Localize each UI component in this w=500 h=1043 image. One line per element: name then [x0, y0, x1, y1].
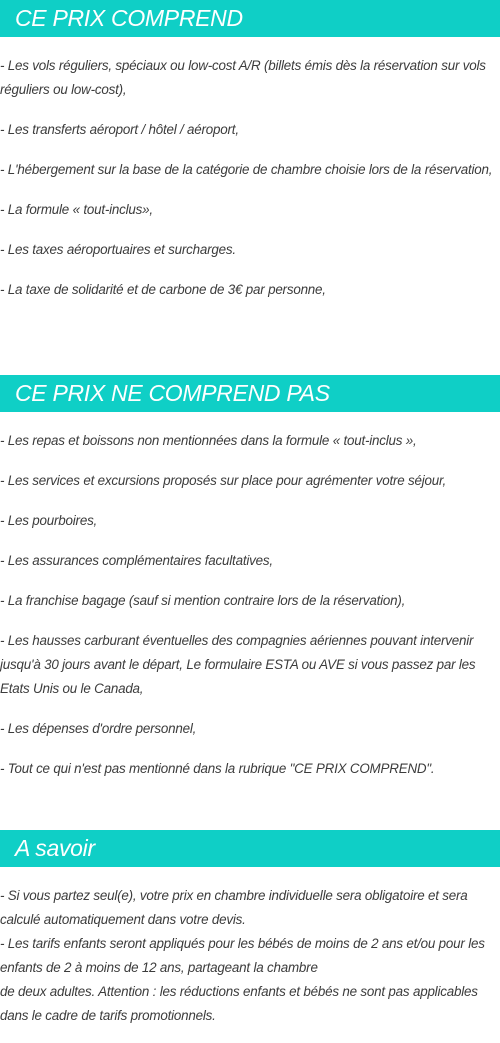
section-price-includes: [0, 0, 500, 297]
section-header-excludes: CE PRIX NE COMPREND PAS: [0, 375, 500, 412]
list-item: - Les repas et boissons non mentionnées dans la formule « tout-inclus »,: [0, 433, 417, 448]
good-to-know-list: [0, 884, 500, 1028]
list-item: - La franchise bagage (sauf si mention contraire lors de la réservation),: [0, 593, 406, 608]
includes-list: [0, 54, 500, 318]
list-item: - Si vous partez seul(e), votre prix en chambre individuelle sera obligatoire et sera calculé automatiquement dans votre devis.: [0, 888, 468, 927]
list-item: de deux adultes. Attention : les réductions enfants et bébés ne sont pas applicables dans le cadre de tarifs promotionnels.: [0, 984, 478, 1023]
list-item: - Tout ce qui n'est pas mentionné dans la rubrique "CE PRIX COMPREND".: [0, 761, 435, 776]
list-item: - Les dépenses d'ordre personnel,: [0, 721, 197, 736]
list-item: - Les vols réguliers, spéciaux ou low-cost A/R (billets émis dès la réservation sur vols réguliers ou low-cost),: [0, 58, 486, 97]
list-item: - Les assurances complémentaires facultatives,: [0, 553, 273, 568]
list-item: - Les taxes aéroportuaires et surcharges.: [0, 242, 236, 257]
section-price-excludes: [0, 375, 500, 776]
section-header-includes: CE PRIX COMPREND: [0, 0, 500, 37]
list-item: - Les hausses carburant éventuelles des compagnies aériennes pouvant intervenir jusqu'à 30 jours avant le départ, Le formulaire ESTA ou AVE si vous passez par les Etats Unis ou le Canada,: [0, 633, 476, 696]
list-item: - L'hébergement sur la base de la catégorie de chambre choisie lors de la réservation,: [0, 162, 493, 177]
list-item: - La formule « tout-inclus»,: [0, 202, 153, 217]
list-item: - Les transferts aéroport / hôtel / aéroport,: [0, 122, 239, 137]
list-item: - Les services et excursions proposés sur place pour agrémenter votre séjour,: [0, 473, 447, 488]
section-good-to-know: [0, 830, 500, 1023]
list-item: - Les pourboires,: [0, 513, 98, 528]
list-item: - La taxe de solidarité et de carbone de 3€ par personne,: [0, 282, 326, 297]
section-header-good-to-know: A savoir: [0, 830, 500, 867]
list-item: - Les tarifs enfants seront appliqués pour les bébés de moins de 2 ans et/ou pour les enfants de 2 à moins de 12 ans, partageant la chambre: [0, 936, 485, 975]
excludes-list: [0, 429, 500, 797]
